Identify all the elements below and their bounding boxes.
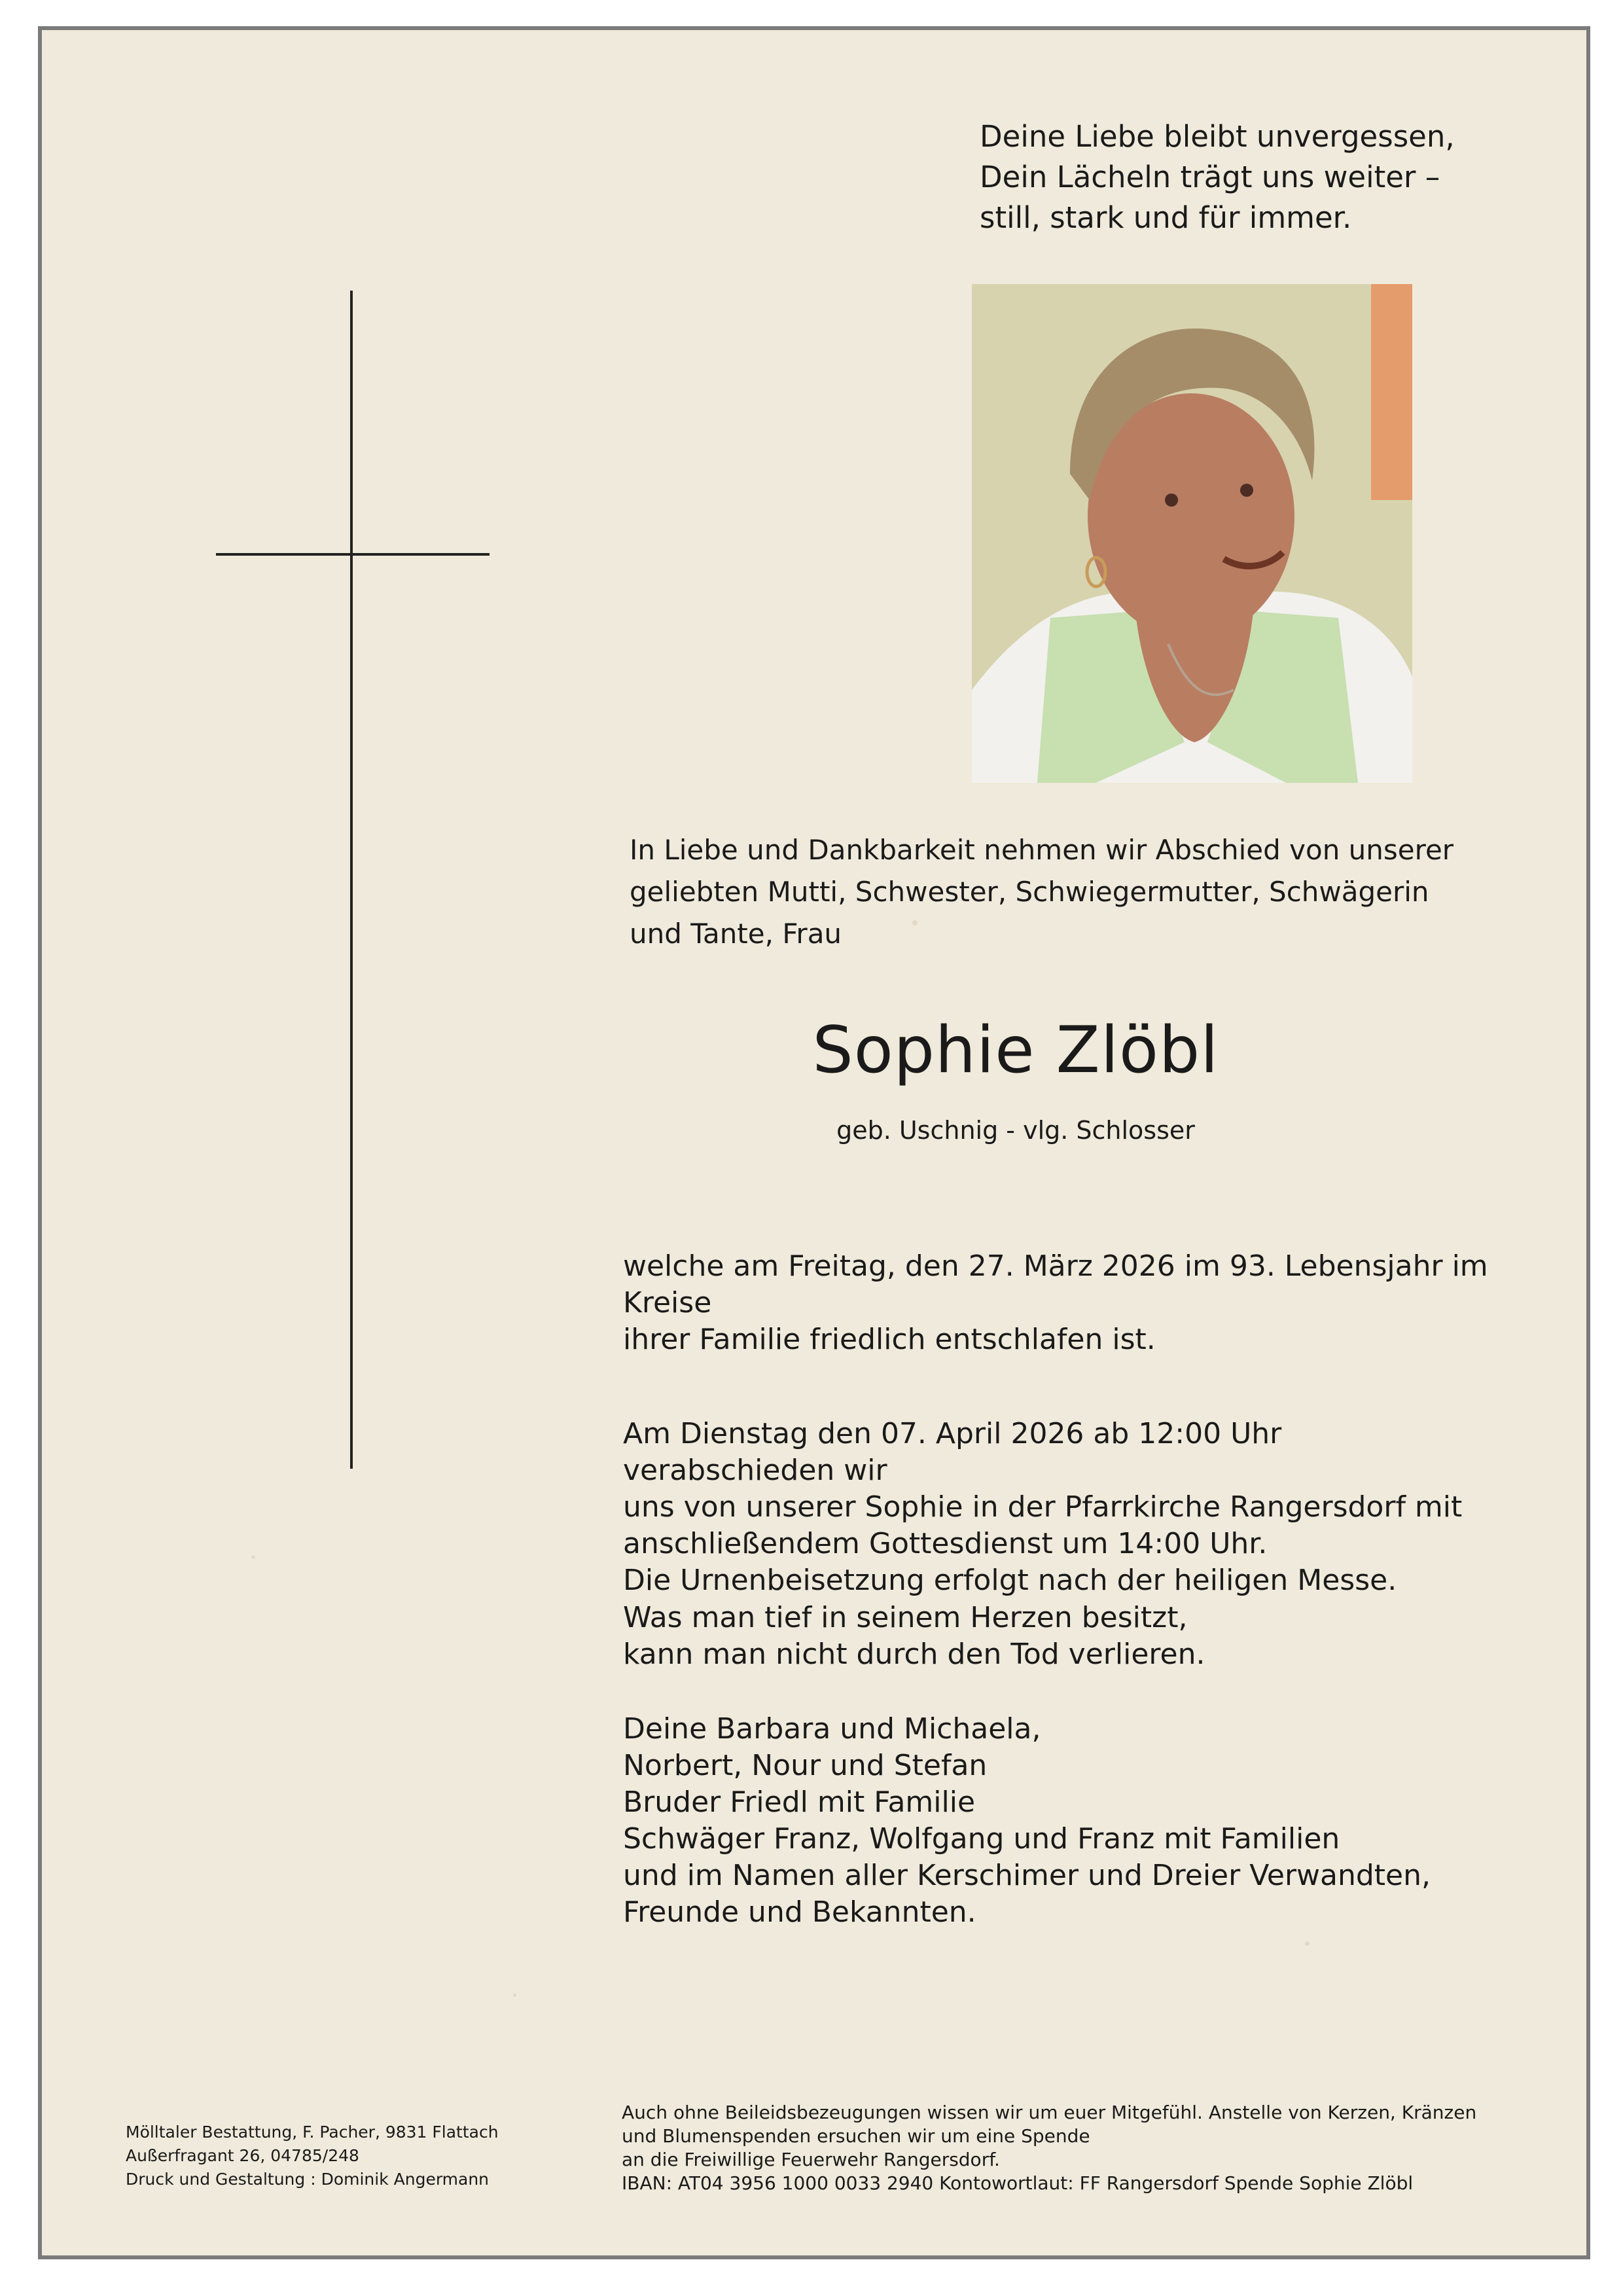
paper-fleck — [251, 1555, 255, 1559]
funeral-home-info: Mölltaler Bestattung, F. Pacher, 9831 Flattach Außerfragant 26, 04785/248 Druck und Gestaltung : Dominik Angermann — [126, 2123, 499, 2189]
cross-icon-horizontal — [216, 553, 490, 556]
maiden-name: geb. Uschnig - vlg. Schlosser — [836, 1116, 1195, 1145]
intro-text: In Liebe und Dankbarkeit nehmen wir Abschied von unserer geliebten Mutti, Schwester, Schwiegermutter, Schwägerin und Tante, Frau — [630, 834, 1454, 950]
portrait-photo-illustration — [972, 284, 1412, 783]
ceremony-details: Am Dienstag den 07. April 2026 ab 12:00 Uhr verabschieden wir uns von unserer Sophie in der Pfarrkirche Rangersdorf mit anschließendem Gottesdienst um 14:00 Uhr. Die Urnenbeisetzung erfolgt nach der heiligen Messe. — [623, 1417, 1463, 1597]
paper-fleck — [513, 1994, 516, 1997]
cross-icon-vertical — [350, 291, 353, 1469]
top-quote: Deine Liebe bleibt unvergessen, Dein Lächeln trägt uns weiter – still, stark und für immer. — [980, 119, 1455, 235]
paper-fleck — [1305, 1941, 1310, 1946]
bottom-quote: Was man tief in seinem Herzen besitzt, kann man nicht durch den Tod verlieren. — [623, 1601, 1205, 1671]
portrait-photo — [972, 284, 1412, 783]
death-notice: welche am Freitag, den 27. März 2026 im 93. Lebensjahr im Kreise ihrer Familie friedlich entschlafen ist. — [623, 1249, 1488, 1356]
donation-note: Auch ohne Beileidsbezeugungen wissen wir um euer Mitgefühl. Anstelle von Kerzen, Kränzen und Blumenspenden ersuchen wir um eine Spende an die Freiwillige Feuerwehr Rangersdorf. IBAN: AT04 3956 1000 0033 2940 Kontowortlaut: FF Rangersdorf Spende Sophie Zlöbl — [622, 2102, 1477, 2194]
deceased-name: Sophie Zlöbl — [812, 1013, 1219, 1088]
mourners-list: Deine Barbara und Michaela, Norbert, Nour und Stefan Bruder Friedl mit Familie Schwäger Franz, Wolfgang und Franz mit Familien und im Namen aller Kerschimer und Dreier Verwandten, Freunde und Bekannten. — [623, 1712, 1431, 1929]
